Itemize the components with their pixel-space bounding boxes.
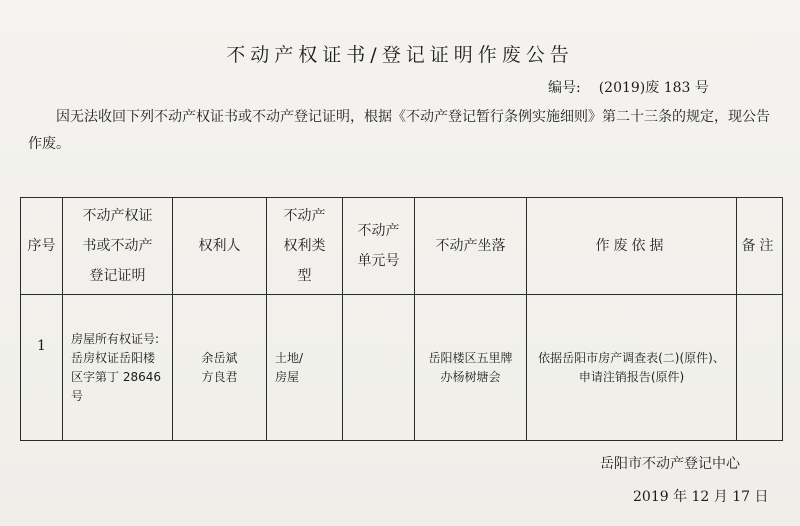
row-location-line2: 办杨树塘会 <box>440 369 501 384</box>
header-cert: 不动产权证书或不动产登记证明 <box>63 198 173 295</box>
header-location: 不动产坐落 <box>415 198 527 295</box>
page-title: 不动产权证书/登记证明作废公告 <box>226 44 574 66</box>
document-number-label: 编号: <box>548 80 581 96</box>
row-type <box>267 295 343 441</box>
row-location <box>415 295 527 441</box>
row-unit <box>343 295 415 441</box>
row-type-line1: 土地/ <box>275 350 304 365</box>
row-cert-line2: 岳房权证岳阳楼 <box>71 350 156 365</box>
header-note: 备注 <box>737 198 783 295</box>
table-header-row <box>21 198 783 295</box>
table-row <box>21 295 783 441</box>
intro-paragraph: 因无法收回下列不动产权证书或不动产登记证明，根据《不动产登记暂行条例实施细则》第二十三条的规定，现公告作废。 <box>28 109 770 152</box>
header-unit: 不动产单元号 <box>343 198 415 295</box>
document-number-value: (2019)废 183 号 <box>598 80 709 96</box>
header-type: 不动产权利类型 <box>267 198 343 295</box>
row-basis-line1: 依据岳阳市房产调查表(二)(原件)、 <box>538 350 725 365</box>
header-seq: 序号 <box>21 198 63 295</box>
row-type-line2: 房屋 <box>275 369 300 384</box>
row-basis <box>527 295 737 441</box>
row-note <box>737 295 783 441</box>
document-number <box>548 77 709 97</box>
void-certificate-table <box>20 197 783 441</box>
row-location-line1: 岳阳楼区五里牌 <box>428 350 513 365</box>
row-cert-line1: 房屋所有权证号: <box>71 331 160 346</box>
header-basis: 作废依据 <box>527 198 737 295</box>
issue-date: 2019 年 12 月 17 日 <box>633 489 769 505</box>
row-cert <box>63 295 173 441</box>
row-seq: 1 <box>21 295 63 441</box>
row-holder-line1: 余岳斌 <box>201 350 238 365</box>
issuer-name: 岳阳市不动产登记中心 <box>600 456 740 472</box>
row-holder <box>173 295 267 441</box>
row-cert-line3: 区字第丁 28646 号 <box>71 369 161 403</box>
row-basis-line2: 申请注销报告(原件) <box>578 369 685 384</box>
header-holder: 权利人 <box>173 198 267 295</box>
row-holder-line2: 方良君 <box>201 369 238 384</box>
